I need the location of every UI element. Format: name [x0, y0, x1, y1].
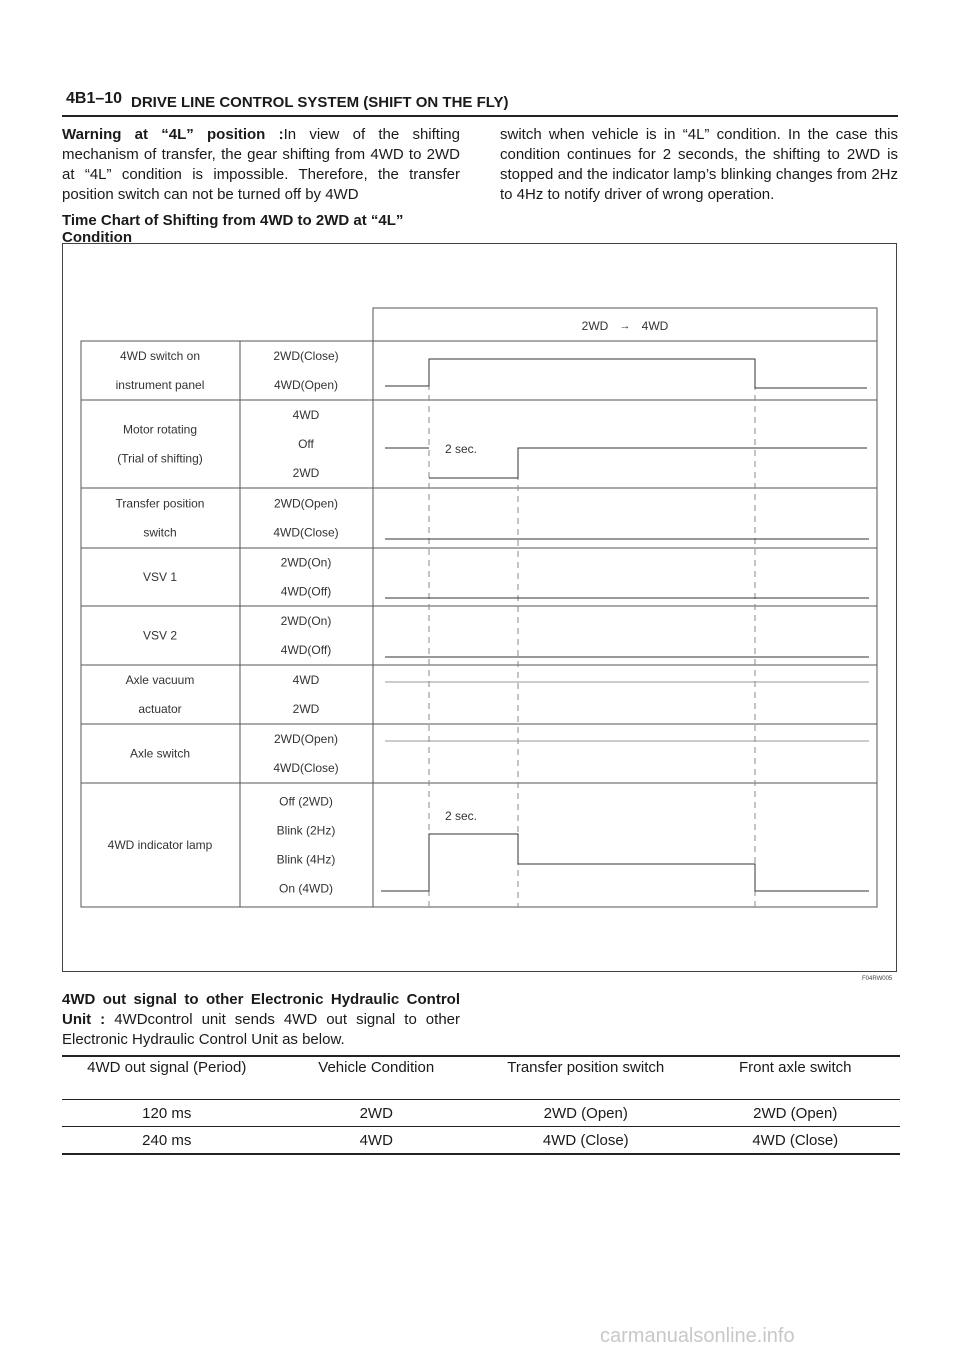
row-label: actuator — [138, 702, 182, 716]
section-title: DRIVE LINE CONTROL SYSTEM (SHIFT ON THE FLY) — [131, 94, 509, 111]
row-label: 4WD switch on — [119, 349, 201, 363]
waveform-indicator-lamp — [381, 834, 869, 891]
chart-title: Time Chart of Shifting from 4WD to 2WD at “4L” Condition — [62, 212, 404, 246]
state-label: 2WD(Open) — [273, 732, 339, 746]
state-label: 4WD(Close) — [273, 761, 339, 775]
state-label: 2WD — [292, 466, 320, 480]
row-label: switch — [143, 525, 177, 540]
state-label: 2WD(On) — [280, 555, 332, 570]
table-cell: 240 ms — [62, 1127, 272, 1155]
transition-label-to: 4WD — [641, 319, 669, 333]
state-label: 2WD(Open) — [273, 496, 339, 511]
row-label: (Trial of shifting) — [117, 451, 203, 466]
table-cell: 4WD (Close) — [691, 1127, 901, 1155]
table-header-cell: Transfer position switch — [481, 1056, 691, 1100]
chart-frame — [81, 341, 877, 907]
page-number: 4B1–10 — [66, 90, 123, 107]
timing-chart-figure — [62, 243, 897, 972]
table-cell: 120 ms — [62, 1100, 272, 1127]
table-cell: 2WD (Open) — [481, 1100, 691, 1127]
arrow-right-icon: → — [619, 320, 631, 332]
state-label: 4WD — [292, 408, 320, 422]
out-signal-text: 4WDcontrol unit sends 4WD out signal to other Electronic Hydraulic Control Unit as below. — [62, 1011, 460, 1048]
table-row — [62, 1127, 900, 1155]
row-label: Motor rotating — [122, 422, 198, 437]
out-signal-table — [62, 1055, 900, 1155]
table-header-cell: Vehicle Condition — [272, 1056, 482, 1100]
delay-label-motor: 2 sec. — [445, 442, 478, 456]
delay-label-lamp: 2 sec. — [445, 809, 478, 823]
header-divider — [62, 115, 898, 117]
table-cell: 4WD (Close) — [481, 1127, 691, 1155]
state-label: Off (2WD) — [279, 794, 333, 809]
table-header-cell: Front axle switch — [691, 1056, 901, 1100]
row-label: instrument panel — [115, 378, 205, 392]
table-cell: 2WD (Open) — [691, 1100, 901, 1127]
warning-paragraph-right: switch when vehicle is in “4L” condition. In the case this condition continues for 2 seconds, the shifting to 2WD is stopped and the indicator lamp’s blinking changes from 2Hz to 4Hz to notify driver of wrong operation. — [500, 126, 898, 203]
watermark: carmanualsonline.info — [600, 1325, 795, 1347]
waveform-4wd-switch — [385, 359, 867, 388]
row-label: Axle vacuum — [125, 673, 195, 687]
row-label: Axle switch — [129, 746, 191, 761]
state-label: On (4WD) — [279, 881, 333, 896]
state-label: 4WD — [292, 673, 320, 687]
state-label: Blink (4Hz) — [276, 852, 336, 867]
state-label: 2WD — [292, 702, 320, 716]
figure-code: F04RW005 — [862, 976, 893, 982]
row-label: VSV 2 — [142, 628, 178, 643]
warning-text-left: In view of the shifting mechanism of transfer, the gear shifting from 4WD to 2WD at “4L” condition is impossible. Therefore, the transfer position switch can not be turned off by 4WD — [62, 126, 460, 203]
state-label: 4WD(Open) — [273, 378, 339, 392]
state-label: 4WD(Close) — [273, 525, 339, 540]
warning-paragraph-left — [62, 125, 460, 205]
state-label: Blink (2Hz) — [276, 823, 336, 838]
timing-chart-svg — [63, 244, 898, 973]
table-cell: 4WD — [272, 1127, 482, 1155]
table-row — [62, 1100, 900, 1127]
state-label: 2WD(On) — [280, 614, 332, 628]
table-header-cell: 4WD out signal (Period) — [62, 1056, 272, 1100]
transition-label-from: 2WD — [581, 319, 609, 333]
out-signal-paragraph — [62, 990, 460, 1050]
table-header-row — [62, 1056, 900, 1100]
warning-heading: Warning at “4L” position : — [62, 126, 284, 143]
state-label: 2WD(Close) — [273, 349, 339, 363]
state-label: 4WD(Off) — [280, 643, 332, 657]
row-label: Transfer position — [115, 496, 205, 511]
out-signal-heading: 4WD out signal to other Electronic Hydraulic Control Unit : — [62, 991, 460, 1028]
state-label: Off — [298, 437, 314, 451]
state-label: 4WD(Off) — [280, 584, 332, 599]
row-label: 4WD indicator lamp — [107, 838, 213, 852]
table-cell: 2WD — [272, 1100, 482, 1127]
waveform-motor-seg2 — [429, 448, 867, 478]
row-label: VSV 1 — [142, 570, 178, 584]
